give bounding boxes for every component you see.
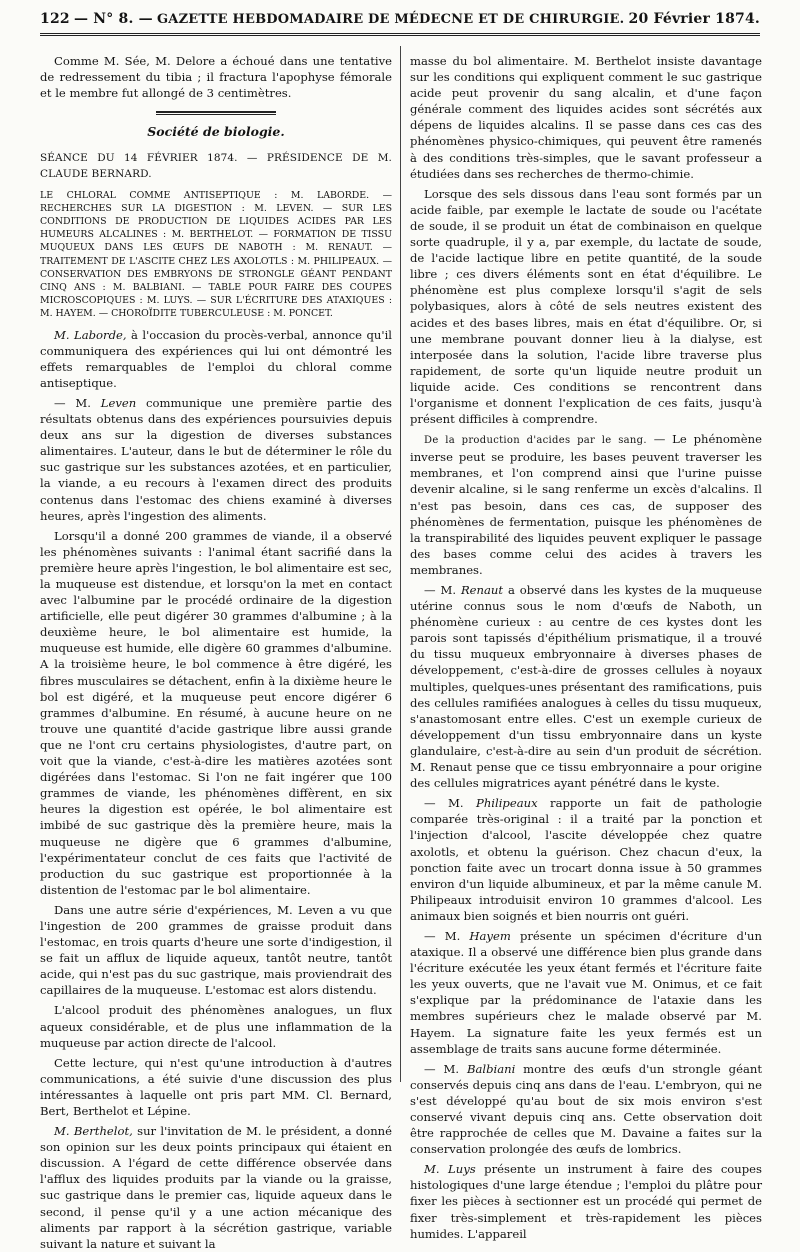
header-date: 20 Février 1874. — [628, 11, 760, 27]
name-berthelot: M. Berthelot, — [54, 1124, 133, 1139]
name-philipeaux: Philipeaux — [476, 796, 538, 811]
paragraph-hayem: — M. Hayem présente un spécimen d'écriture d'un ataxique. Il a observé une différence bien plus grande dans l'écriture exécutée les yeux étant fermés et l'écriture faite les yeux ouverts, que ne l'avait vue M. Onimus, et ce fait s'explique par la prédominance de l'ataxie dans les membres supérieurs chez le malade observé par M. Hayem. La signature faite les yeux fermés est un assemblage de traits sans aucune forme déterminée. — [410, 928, 762, 1056]
paragraph-philipeaux: — M. Philipeaux rapporte un fait de pathologie comparée très-original : il a traité par la ponction et l'injection d'alcool, l'ascite développée chez quatre axolotls, et obtenu la guérison. Chez chacun d'eux, la ponction faite avec un trocart donna issue à 50 grammes environ d'un liquide albumineux, et par la même canule M. Philipeaux introduisit environ 10 grammes d'alcool. Les animaux bien soignés et bien nourris ont guéri. — [410, 796, 762, 923]
name-hayem: Hayem — [469, 928, 511, 943]
paragraph-viande: Lorsqu'il a donné 200 grammes de viande, il a observé les phénomènes suivants : l'animal étant sacrifié dans la première heure après l'ingestion, le bol alimentaire est sec, la muqueuse est distendue, et lorsqu'on la met en contact avec l'albumine par le procédé ordinaire de la digestion artificielle, elle peut digérer 30 grammes d'albumine ; à la deuxième heure, le bol alimentaire est humide, la muqueuse est humide, elle digère 60 grammes d'albumine. A la troisième heure, le bol commence à être digéré, les fibres musculaires se détachent, enfin à la dixième heure le bol est digéré, et la muqueuse peut encore digérer 6 grammes d'albumine. En résumé, à aucune heure on ne trouve une quantité d'acide gastrique libre aussi grande que ne l'ont cru certains physiologistes, d'autre part, on voit que la viande, c'est-à-dire les matières azotées sont digérées dans l'estomac. Si l'on ne fait ingérer que 100 grammes de viande, les phénomènes diffèrent, en six heures la digestion est opérée, le bol alimentaire est imbibé de suc gastrique dès la première heure, mais la muqueuse ne digère que 6 grammes d'albumine, l'expérimentateur conclut de ces faits que l'activité de production du suc gastrique est proportionnée à la distention de l'estomac par le bol alimentaire. — [40, 528, 392, 897]
column-separator — [400, 46, 401, 1082]
paragraph-leven: — M. Leven communique une première partie des résultats obtenus dans des expériences poursuivies depuis deux ans sur la digestion de diverses substances alimentaires. L'auteur, dans le but de déterminer le rôle du suc gastrique sur les substances azotées, et en particulier, la viande, a eu recours à l'examen direct des produits contenus dans l'estomac des chiens examiné à diverses heures, après l'ingestion des aliments. — [40, 395, 392, 523]
name-balbiani: Balbiani — [466, 1061, 516, 1076]
section-rule — [156, 111, 276, 115]
paragraph-alcool: L'alcool produit des phénomènes analogues, un flux aqueux considérable, et de plus une inflammation de la muqueuse par action directe de l'alcool. — [40, 1003, 392, 1050]
paragraph-continuation: masse du bol alimentaire. M. Berthelot insiste davantage sur les conditions qui expliquent comment le suc gastrique acide peut provenir du sang alcalin, et d'une façon générale comment des liquides acides sont sécrétés aux dépens de liquides alcalins. Il se passe dans ces cas des phénomènes physico-chimiques, qui peuvent être ramenés à des conditions très-simples, que le savant professeur a étudiées dans ses recherches de thermo-chimie. — [410, 54, 762, 181]
right-column — [410, 53, 762, 1241]
running-header — [40, 5, 760, 33]
session-summary: LE CHLORAL COMME ANTISEPTIQUE : M. LABORDE. — RECHERCHES SUR LA DIGESTION : M. LEVEN. — SUR LES CONDITIONS DE PRODUCTION DE LIQUIDES ACIDES PAR LES HUMEURS ALCALINES : M. BERTHELOT. — FORMATION DE TISSU MUQUEUX DANS LES ŒUFS DE NABOTH : M. RENAUT. — TRAITEMENT DE L'ASCITE CHEZ LES AXOLOTLS : M. PHILIPEAUX. — CONSERVATION DES EMBRYONS DE STRONGLE GÉANT PENDANT CINQ ANS : M. BALBIANI. — TABLE POUR FAIRE DES COUPES MICROSCOPIQUES : M. LUYS. — SUR L'ÉCRITURE DES ATAXIQUES : M. HAYEM. — CHOROÏDITE TUBERCULEUSE : M. PONCET. — [40, 189, 392, 320]
society-title: Société de biologie. — [147, 124, 285, 140]
paragraph-production-acides: De la production d'acides par le sang. — Le phénomène inverse peut se produire, les bases peuvent traverser les membranes, et l'on comprend ainsi que l'urine puisse devenir alcaline, si le sang renferme un excès d'alcalins. Il n'est pas besoin, dans ces cas, de supposer des phénomènes de fermentation, puisque les phénomènes de la transpirabilité des liquides peuvent expliquer le passage des bases comme celui des acides à travers les membranes. — [410, 432, 762, 577]
name-renaut: Renaut — [460, 583, 504, 597]
name-leven: Leven — [100, 395, 137, 410]
paragraph-luys: M. Luys présente un instrument à faire des coupes histologiques d'une large étendue ; l'emploi du plâtre pour fixer les pièces à sectionner est un procédé qui permet de fixer très-simplement et très-rapidement les pièces humides. L'appareil — [410, 1162, 762, 1241]
seance-line: SÉANCE DU 14 FÉVRIER 1874. — PRÉSIDENCE DE M. CLAUDE BERNARD. — [40, 152, 392, 181]
subheading-production-acides: De la production d'acides par le sang. — [424, 435, 647, 447]
header-title: GAZETTE HEBDOMADAIRE DE MÉDECNE ET DE CHIRURGIE. — [156, 11, 625, 27]
header-rule — [40, 33, 760, 36]
paragraph-graisse: Dans une autre série d'expériences, M. Leven a vu que l'ingestion de 200 grammes de graisse produit dans l'estomac, en trois quarts d'heure une sorte d'indigestion, il se fait un afflux de liquide aqueux, tantôt neutre, tantôt acide, qui n'est pas du suc gastrique, mais proviendrait des capillaires de la muqueuse. L'estomac est alors distendu. — [40, 902, 392, 998]
paragraph-renaut: — M. Renaut a observé dans les kystes de la muqueuse utérine connus sous le nom d'œufs de Naboth, un phénomène curieux : au centre de ces kystes dont les parois sont tapissés d'épithélium prismatique, il a trouvé du tissu muqueux embryonnaire à diverses phases de développement, c'est-à-dire de grosses cellules à noyaux multiples, quelques-unes présentant des ramifications, puis des cellules ramifiées analogues à celles du tissu muqueux, s'anastomosant entre elles. C'est un exemple curieux de développement d'un tissu embryonnaire dans un kyste glandulaire, c'est-à-dire au sein d'un produit de sécrétion. M. Renaut pense que ce tissu embryonnaire a pour origine des cellules migratrices ayant pénétré dans le kyste. — [410, 583, 762, 791]
left-column — [40, 53, 393, 1251]
header-issue: — N° 8. — — [73, 11, 153, 27]
paragraph-sels: Lorsque des sels dissous dans l'eau sont formés par un acide faible, par exemple le lactate de soude ou l'acétate de soude, il se produit un état de combinaison en quelque sorte quadruple, il y a, par exemple, du lactate de soude, de l'acide lactique libre en petite quantité, de la soude libre ; ces divers éléments sont en état d'équilibre. Le phénomène est plus complexe lorsqu'il s'agit de sels polybasiques, alors à côté de sels neutres existent des acides et des bases libres, mais en état d'équilibre. Or, si une membrane pouvant donner lieu à la dialyse, est interposée dans la solution, l'acide libre traverse plus rapidement, de sorte qu'un liquide neutre produit un liquide acide. Ces conditions se rencontrent dans l'organisme et donnent l'explication de ces faits, jusqu'à présent difficiles à comprendre. — [410, 186, 762, 427]
name-luys: M. Luys — [424, 1162, 476, 1177]
name-laborde: M. Laborde, — [54, 327, 127, 342]
intro-paragraph: Comme M. Sée, M. Delore a échoué dans une tentative de redressement du tibia ; il fractura l'apophyse fémorale et le membre fut allongé de 3 centimètres. — [40, 54, 392, 101]
paragraph-laborde: M. Laborde, à l'occasion du procès-verbal, annonce qu'il communiquera des expériences qui lui ont démontré les effets remarquables de l'emploi du chloral comme antiseptique. — [40, 327, 392, 390]
header-page-number: 122 — [40, 11, 70, 27]
paragraph-berthelot: M. Berthelot, sur l'invitation de M. le président, a donné son opinion sur les deux points principaux qui étaient en discussion. A l'égard de cette différence observée dans l'afflux des liquides produits par la viande ou la graisse, suc gastrique dans le premier cas, liquide aqueux dans le second, il pense qu'il y a une action mécanique des aliments par rapport à la sécrétion gastrique, variable suivant la nature et suivant la — [40, 1124, 393, 1251]
paragraph-balbiani: — M. Balbiani montre des œufs d'un strongle géant conservés depuis cinq ans dans de l'eau. L'embryon, qui ne s'est développé qu'au bout de six mois environ s'est conservé vivant depuis cinq ans. Cette observation doit être rapprochée de celles que M. Davaine a faites sur la conservation prolongée des œufs de lombrics. — [410, 1061, 762, 1157]
paragraph-discussion: Cette lecture, qui n'est qu'une introduction à d'autres communications, a été suivie d'une discussion des plus intéressantes à laquelle ont pris part MM. Cl. Bernard, Bert, Berthelot et Lépine. — [40, 1055, 392, 1118]
